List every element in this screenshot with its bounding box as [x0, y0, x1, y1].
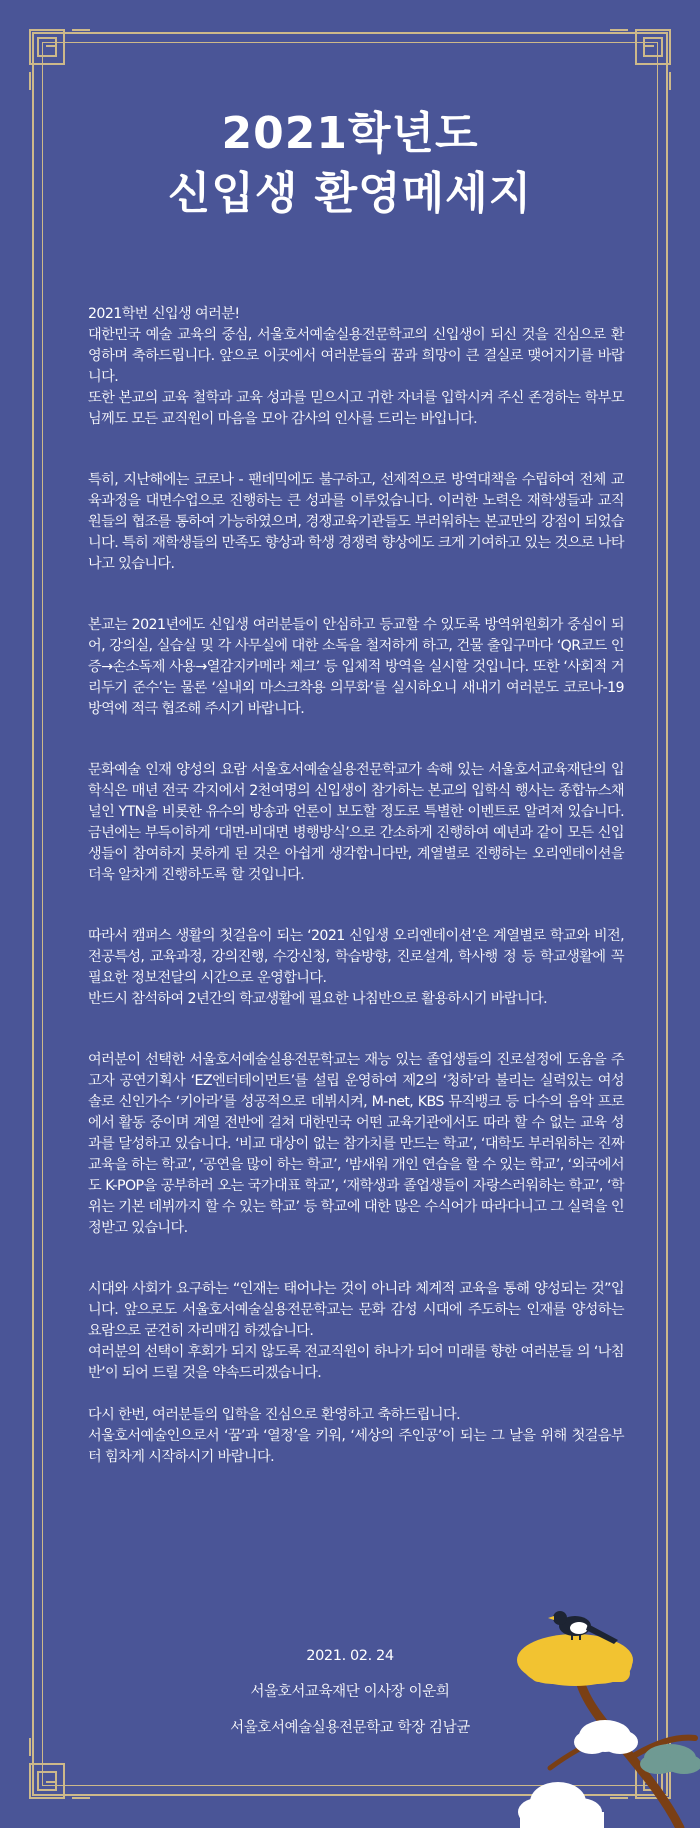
paragraph-covid-achievement: [88, 470, 624, 575]
paragraph-line: 특히, 지난해에는 코로나 - 팬데믹에도 불구하고, 선제적으로 방역대책을 수립하여 전체 교육과정을 대면수업으로 진행하는 큰 성과를 이루었습니다. 이러한 노력은 재학생들과 교직원들의 협조를 통하여 가능하였으며, 경쟁교육기관들도 부러워하는 본교만의 강점이 되었습니다. 특히 재학생들의 만족도 향상과 학생 경쟁력 향상에도 크게 기여하고 있는 것으로 나타나고 있습니다.: [88, 472, 624, 572]
page-title-line2: 신입생 환영메세지: [167, 168, 533, 219]
paragraph-line: 대한민국 예술 교육의 중심, 서울호서예술실용전문학교의 신입생이 되신 것을 진심으로 환영하며 축하드립니다. 앞으로 이곳에서 여러분들의 꿈과 희망이 큰 결실로 맺어지기를 바랍니다.: [88, 327, 624, 385]
paragraph-line: 서울호서예술인으로서 ‘꿈’과 ‘열정’을 키워, ‘세상의 주인공’이 되는 그 날을 위해 첫걸음부터 힘차게 시작하시기 바랍니다.: [88, 1428, 624, 1465]
paragraph-line: 여러분의 선택이 후회가 되지 않도록 전교직원이 하나가 되어 미래를 향한 여러분들 의 ‘나침반’이 되어 드릴 것을 약속드리겠습니다.: [88, 1344, 624, 1381]
corner-ornament-icon: [28, 28, 92, 92]
paragraph-orientation: [88, 926, 624, 1010]
paragraph-line: 본교는 2021년에도 신입생 여러분들이 안심하고 등교할 수 있도록 방역위원회가 중심이 되어, 강의실, 실습실 및 각 사무실에 대한 소독을 철저하게 하고, 건물 출입구마다 ‘QR코드 인증→손소독제 사용→열감지카메라 체크’ 등 입체적 방역을 실시할 것입니다. 또한 ‘사회적 거리두기 준수’는 물론 ‘실내외 마스크착용 의무화’를 실시하오니 새내기 여러분도 코로나-19방역에 적극 협조해 주시기 바랍니다.: [88, 617, 624, 717]
message-body: [88, 304, 624, 1468]
paragraph-achievements: [88, 1050, 624, 1239]
pine-branch-bird-illustration-icon: [480, 1568, 700, 1828]
corner-ornament-icon: [608, 28, 672, 92]
paragraph-line: 여러분이 선택한 서울호서예술실용전문학교는 재능 있는 졸업생들의 진로설정에 도움을 주고자 공연기획사 ‘EZ엔터테이먼트’를 설립 운영하여 제2의 ‘청하’라 불리는 실력있는 여성 솔로 신인가수 ‘키아라’를 성공적으로 데뷔시켜, M-net, KBS 뮤직뱅크 등 다수의 음악 프로에서 활동 중이며 계열 전반에 걸쳐 대한민국 어떤 교육기관에서도 따라 할 수 없는 교육 성과를 달성하고 있습니다. ‘비교 대상이 없는 참가치를 만드는 학교’, ‘대학도 부러워하는 진짜 교육을 하는 학교’, ‘공연을 많이 하는 학교’, ‘밤새워 개인 연습을 할 수 있는 학교’, ‘외국에서도 K-POP을 공부하러 오는 국가대표 학교’, ‘재학생과 졸업생들이 자랑스러워하는 학교’, ‘학위는 기본 데뷔까지 할 수 있는 학교’ 등 학교에 대한 많은 수식어가 따라다니고 그 실력을 인정받고 있습니다.: [88, 1052, 624, 1236]
paragraph-line: 따라서 캠퍼스 생활의 첫걸음이 되는 ‘2021 신입생 오리엔테이션’은 계열별로 학교와 비전, 전공특성, 교육과정, 강의진행, 수강신청, 학습방향, 진로설계, 학사행 정 등 학교생활에 꼭 필요한 정보전달의 시간으로 운영합니다.: [88, 928, 624, 986]
paragraph-greeting: [88, 304, 624, 430]
paragraph-line: 반드시 참석하여 2년간의 학교생활에 필요한 나침반으로 활용하시기 바랍니다.: [88, 991, 548, 1007]
paragraph-quarantine: [88, 615, 624, 720]
paragraph-vision: [88, 1279, 624, 1384]
paragraph-entrance-ceremony: [88, 760, 624, 886]
paragraph-line: 문화예술 인재 양성의 요람 서울호서예술실용전문학교가 속해 있는 서울호서교육재단의 입학식은 매년 전국 각지에서 2천여명의 신입생이 참가하는 본교의 입학식 행사는 종합뉴스채널인 YTN을 비롯한 유수의 방송과 언론이 보도할 정도로 특별한 이벤트로 알려져 있습니다. 금년에는 부득이하게 ‘대면-비대면 병행방식’으로 간소하게 진행하여 예년과 같이 모든 신입생들이 참여하지 못하게 된 것은 아쉽게 생각합니다만, 계열별로 진행하는 오리엔테이션을 더욱 알차게 진행하도록 할 것입니다.: [88, 762, 624, 883]
page-title: [0, 104, 700, 224]
paragraph-line: 다시 한번, 여러분들의 입학을 진심으로 환영하고 축하드립니다.: [88, 1407, 461, 1423]
page-title-line1: 2021학년도: [221, 108, 479, 159]
signature-chairman: 서울호서교육재단 이사장 이운희: [250, 1684, 450, 1700]
paragraph-line: 시대와 사회가 요구하는 “인재는 태어나는 것이 아니라 체계적 교육을 통해 양성되는 것”입니다. 앞으로도 서울호서예술실용전문학교는 문화 감성 시대에 주도하는 인재를 양성하는 요람으로 굳건히 자리매김 하겠습니다.: [88, 1281, 624, 1339]
paragraph-closing: [88, 1405, 624, 1468]
paragraph-line: 2021학번 신입생 여러분!: [88, 306, 240, 322]
signature-date: 2021. 02. 24: [306, 1648, 394, 1664]
signature-president: 서울호서예술실용전문학교 학장 김남균: [230, 1720, 470, 1736]
paragraph-line: 또한 본교의 교육 철학과 교육 성과를 믿으시고 귀한 자녀를 입학시켜 주신 존경하는 학부모님께도 모든 교직원이 마음을 모아 감사의 인사를 드리는 바입니다.: [88, 390, 624, 427]
